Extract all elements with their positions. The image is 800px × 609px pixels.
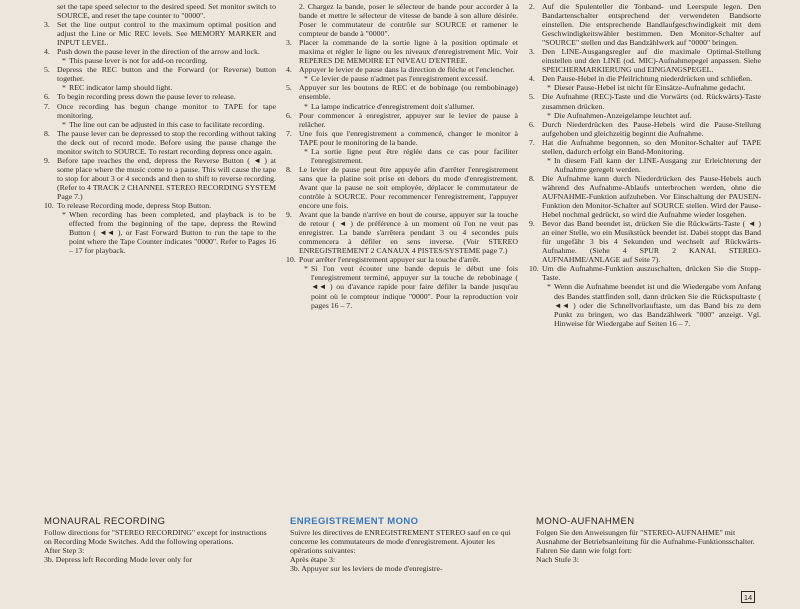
step-text: Den LINE-Ausgangsregler auf die maximale Optimal-Stellung einstellen und den LINE (od. MIC)-Aufnahmepegel anpassen. Siehe SPEICHERMARKIERUNG und EINGANGSPEGEL. <box>542 47 761 75</box>
german-mono-after: Nach Stufe 3: <box>536 555 579 565</box>
step-text: Um die Aufnahme-Funktion auszuschalten, drücken Sie die Stopp-Taste. <box>542 264 761 283</box>
french-mono-heading: ENREGISTREMENT MONO <box>290 516 419 527</box>
step-note: Die Aufnahmen-Anzeigelampe leuchtet auf. <box>554 110 692 120</box>
step-text: Placer la commande de la sortie ligne à la position optimale et maxima et régler le ligne ou les niveaux d'enregistrement Mic. Voir REPERES DE MEMOIRE ET NIVEAU D'ENTREE. <box>299 38 518 66</box>
asterisk-icon: * <box>304 264 308 274</box>
english-step-item <box>44 2 276 20</box>
french-mono-text: Suivre les directives de ENREGISTREMENT STEREO sauf en ce qui concerne les commutateurs de mode d'enregistrement. Ajouter les opérations suivantes: <box>290 528 511 556</box>
german-step-item <box>529 92 761 119</box>
english-step-item <box>44 129 276 156</box>
french-step-item <box>286 83 518 110</box>
step-text: The pause lever can be depressed to stop the recording without taking the deck out of record mode. Before using the pause change the monitor switch to SOURCE. To restart recording depress once again. <box>57 128 276 156</box>
step-text: Pour commencer à enregistrer, appuyer sur le levier de pause à relâcher. <box>299 110 518 129</box>
step-number: 4. <box>529 74 535 84</box>
french-mono-after: Après étape 3: <box>290 555 336 565</box>
step-number: 5. <box>529 92 535 102</box>
step-number <box>286 2 299 38</box>
english-mono-section <box>44 517 276 564</box>
step-text: Appuyer le levier de pause dans la direction de flèche et l'enclencher. <box>299 65 515 75</box>
step-number: 6. <box>529 119 535 129</box>
french-step-item <box>286 111 518 129</box>
step-number: 5. <box>286 83 292 93</box>
german-mono-text: Folgen Sie den Anweisungen für "STEREO-AUFNAHME" mit Ausnahme der Betriebsanleitung für die Aufnahme-Funktionsschalter. Fahren Sie dann wie folgt fort: <box>536 528 755 556</box>
step-text: Pour arrêter l'enregistrement appuyer sur la touche d'arrêt. <box>299 255 481 265</box>
asterisk-icon: * <box>304 74 308 84</box>
step-number: 8. <box>44 128 50 138</box>
step-note: Dieser Pause-Hebel ist nicht für Einsätze-Aufnahme gedacht. <box>554 83 746 93</box>
french-step-item <box>286 255 518 309</box>
step-text: Avant que la bande n'arrive en bout de course, appuyer sur la touche de retour ( ◄ ) de préférence à un moment où l'on ne veut pas enregistrer. La bande s'arrêtera pendant 3 ou 4 secondes puis commencera à défiler en sens inverse. (Voir STEREO ENREGISTREMENT 2 CANAUX 4 PISTES/SYSTEME page 7.) <box>299 210 518 256</box>
french-steps <box>286 2 518 310</box>
english-steps <box>44 2 276 255</box>
english-step-item <box>44 20 276 47</box>
step-note: This pause lever is not for add-on recording. <box>69 56 208 66</box>
german-mono-heading: MONO-AUFNAHMEN <box>536 516 635 527</box>
step-text: Once recording has begun change monitor to TAPE for tape monitoring. <box>57 101 276 120</box>
english-step-item <box>44 156 276 201</box>
step-number: 9. <box>44 155 50 165</box>
french-column <box>286 2 518 310</box>
asterisk-icon: * <box>547 110 551 120</box>
step-text: To begin recording press down the pause lever to release. <box>57 92 236 102</box>
french-mono-step: 3b. Appuyer sur les leviers de mode d'enregistre- <box>290 564 443 574</box>
english-step-item <box>44 201 276 255</box>
step-text: Set the line output control to the maximum optimal position and adjust the Line or Mic REC levels. See MEMORY MARKER and INPUT LEVEL. <box>57 20 276 48</box>
german-mono-section <box>536 517 768 564</box>
asterisk-icon: * <box>62 210 66 220</box>
step-text: Hat die Aufnahme begonnen, so den Monitor-Schalter auf TAPE stellen, dadurch erfolgt ein Band-Monitoring. <box>542 137 761 156</box>
step-number: 8. <box>286 164 292 174</box>
step-text: Le levier de pause peut être appuyée afin d'arrêter l'enregistrement sans que la platine soit prise en dehors du mode d'enregistrement. Avant que la pause ne soit employée, déplacer le commutateur de contrôle à SOURCE. Pour recommencer l'enregistrement, l'appuyer encore une fois. <box>299 164 518 211</box>
step-text: Depress the REC button and the Forward (or Reverse) button together. <box>57 65 276 84</box>
step-text: Den Pause-Hebel in die Pfeilrichtung niederdrücken und schließen. <box>542 74 753 84</box>
french-step-item <box>286 65 518 83</box>
step-number <box>44 2 57 20</box>
step-number: 4. <box>44 47 50 57</box>
german-step-item <box>529 47 761 74</box>
step-number: 7. <box>529 137 535 147</box>
step-text: Die Aufnahme (REC)-Taste und die Vorwärts (od. Rückwärts)-Taste zusammen drücken. <box>542 92 761 111</box>
asterisk-icon: * <box>62 56 66 66</box>
step-number: 9. <box>286 210 292 220</box>
page-number: 14 <box>741 591 755 603</box>
step-number: 10. <box>44 201 54 211</box>
german-steps <box>529 2 761 328</box>
asterisk-icon: * <box>304 101 308 111</box>
english-column <box>44 2 276 255</box>
step-text: Durch Niederdrücken des Pause-Hebels wird die Pause-Stellung aufgehoben und gleichzeitig beginnt die Aufnahme. <box>542 119 761 138</box>
english-mono-after: After Step 3: <box>44 546 85 556</box>
english-mono-step: 3b. Depress left Recording Mode lever only for <box>44 555 193 565</box>
step-number: 3. <box>286 38 292 48</box>
french-step-item <box>286 210 518 255</box>
english-mono-text: Follow directions for "STEREO RECORDING" except for instructions on Recording Mode Switches. Add the following operations. <box>44 528 267 547</box>
step-text: Before tape reaches the end, depress the Reverse Button ( ◄ ) at some place where the music come to a pause. This will cause the tape to stop for about 3 or 4 seconds and then to shift to reverse recording. (Refer to 4 TRACK 2 CHANNEL STEREO RECORDING SYSTEM Page 7.) <box>57 155 276 201</box>
step-number: 10. <box>286 255 296 265</box>
english-step-item <box>44 102 276 129</box>
german-step-item <box>529 2 761 47</box>
french-step-item <box>286 2 518 38</box>
asterisk-icon: * <box>547 83 551 93</box>
step-number: 2. <box>529 2 535 11</box>
step-note: REC indicator lamp should light. <box>69 83 173 93</box>
step-number: 4. <box>286 65 292 75</box>
asterisk-icon: * <box>547 282 551 292</box>
german-step-item <box>529 219 761 264</box>
english-step-item <box>44 47 276 65</box>
french-mono-section <box>290 517 522 573</box>
step-text: Bevor das Band beendet ist, drücken Sie die Rückwärts-Taste ( ◄ ) an einer Stelle, wo ein Musikstück beendet ist. Dabei stoppt das Band für ungefähr 3 bis 4 Sekunden und wechselt auf Rückwärts-Aufnahme. (Siehe 4 SPUR 2 KANAL STEREO-AUFNAHME/ANLAGE auf Seite 7). <box>542 219 761 265</box>
step-note: When recording has been completed, and playback is to be effected from the beginning of the tape, depress the Rewind Button ( ◄◄ ), or Fast Forward Button to run the tape to the point where the Tape Counter indicates "0000". Refer to Pages 16 – 17 for playback. <box>69 210 276 256</box>
step-text: Push down the pause lever in the direction of the arrow and lock. <box>57 47 260 57</box>
step-number: 5. <box>44 65 50 75</box>
step-number: 6. <box>286 110 292 120</box>
step-number: 10. <box>529 264 539 274</box>
asterisk-icon: * <box>62 83 66 93</box>
step-text: Une fois que l'enregistrement a commencé, changer le monitor à TAPE pour le monitoring de la bande. <box>299 128 518 147</box>
step-number: 3. <box>529 47 535 57</box>
step-note: La sortie ligne peut être réglée dans ce cas pour faciliter l'enregistrement. <box>311 146 518 165</box>
french-step-item <box>286 38 518 65</box>
german-step-item <box>529 74 761 92</box>
french-step-item <box>286 165 518 210</box>
step-number: 6. <box>44 92 50 102</box>
step-note: Wenn die Aufnahme beendet ist und die Wiedergabe vom Anfang des Bandes stattfinden soll, dann drücken Sie die Rückspultaste ( ◄◄ ) oder die Schnellvorlauftaste, um das Band bis zu dem Punkt zu bringen, wo das Bandzählwerk "000" anzeigt. Vgl. Hinweise für Wiedergabe auf Seiten 16 – 7. <box>554 282 761 328</box>
step-text: 2. Chargez la bande, poser le sélecteur de bande pour accorder à la bande et mettre le sélecteur de vitesse de bande à son allure désirée. Poser le commutateur de contrôle sur SOURCE et ramener le compteur de bande à "0000". <box>299 2 518 39</box>
step-text: Auf die Spulenteller die Tonband- und Leerspule legen. Den Bandartenschalter entsprechend der verwendeten Bandsorte einstellen. Die entsprechende Bandlaufgeschwindigkeit mit dem Geschwindigkeitswähler bestimmen. Den Monitor-Schalter auf "SOURCE" stellen und das Bandzählwerk auf "0000" bringen. <box>542 2 761 48</box>
step-note: In diesem Fall kann der LINE-Ausgang zur Erleichterung der Aufnahme geregelt werden. <box>554 155 761 174</box>
step-number: 7. <box>286 128 292 138</box>
step-text: set the tape speed selector to the desired speed. Set monitor switch to SOURCE, and reset the tape counter to "0000". <box>57 2 276 21</box>
english-step-item <box>44 65 276 92</box>
step-number: 8. <box>529 173 535 183</box>
english-mono-heading: MONAURAL RECORDING <box>44 516 166 527</box>
step-number: 3. <box>44 20 50 30</box>
german-step-item <box>529 174 761 219</box>
step-text: Die Aufnahme kann durch Niederdrücken des Pause-Hebels auch während des Aufnahme-Ablaufs unterbrochen werden, ohne die AUFNAHME-Funktion aufzuheben. Vor Einschaltung der PAUSEN-Funktion den Monitor-Schalter auf SOURCE stellen. Wird der Pause-Hebel nochmal gedrückt, so wird die Aufnahme wieder losgehen. <box>542 173 761 220</box>
step-number: 7. <box>44 101 50 111</box>
step-note: La lampe indicatrice d'enregistrement doit s'allumer. <box>311 101 475 111</box>
step-note: Si l'on veut écouter une bande depuis le début une fois l'enregistrement terminé, appuyer sur la touche de rebobinage ( ◄◄ ) ou d'avance rapide pour faire défiler la bande jusqu'au point où le compteur indique "0000". Pour la reproduction voir pages 16 – 7. <box>311 264 518 310</box>
step-note: Ce levier de pause n'admet pas l'enregistrement excessif. <box>311 74 488 84</box>
asterisk-icon: * <box>547 155 551 165</box>
step-text: To release Recording mode, depress Stop Button. <box>57 201 212 211</box>
french-step-item <box>286 129 518 165</box>
step-text: Appuyer sur les boutons de REC et de bobinage (ou rembobinage) ensemble. <box>299 83 518 102</box>
german-step-item <box>529 138 761 174</box>
asterisk-icon: * <box>304 146 308 156</box>
german-step-item <box>529 120 761 138</box>
step-number: 9. <box>529 219 535 229</box>
english-step-item <box>44 92 276 101</box>
german-step-item <box>529 264 761 327</box>
asterisk-icon: * <box>62 119 66 129</box>
german-column <box>529 2 761 328</box>
step-note: The line out can be adjusted in this case to facilitate recording. <box>69 119 265 129</box>
